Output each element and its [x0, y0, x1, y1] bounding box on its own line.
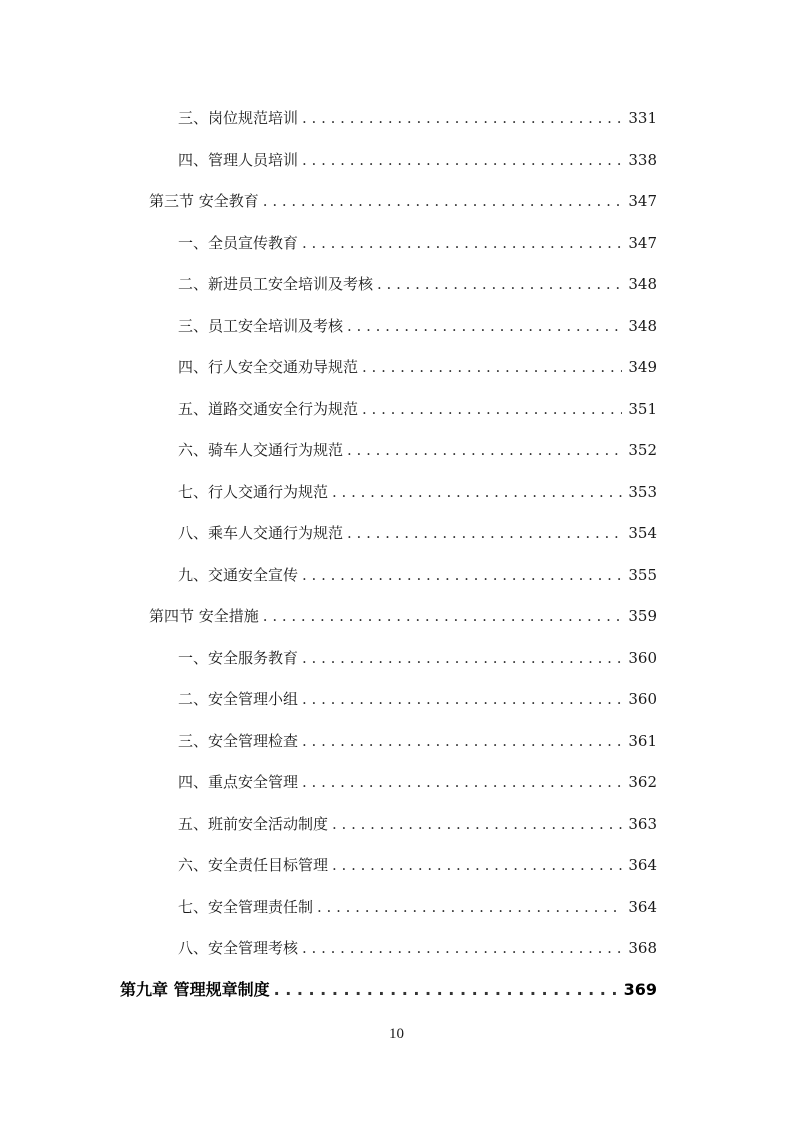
toc-entry-page: 368: [628, 939, 657, 957]
toc-entry[interactable]: [178, 768, 657, 796]
toc-entry-title: 四、行人安全交通劝导规范: [178, 358, 359, 376]
dot-leader: [302, 644, 622, 672]
toc-entry-title: 三、岗位规范培训: [178, 109, 299, 127]
dot-leader: [317, 893, 622, 921]
dot-leader: [347, 436, 622, 464]
dot-leader: [347, 519, 622, 547]
toc-entry-title: 二、新进员工安全培训及考核: [178, 275, 374, 293]
toc-entry[interactable]: [178, 644, 657, 672]
toc-entry-page: 347: [628, 234, 657, 252]
toc-entry-title: 七、行人交通行为规范: [178, 483, 329, 501]
toc-entry[interactable]: [178, 146, 657, 174]
dot-leader: [302, 934, 622, 962]
toc-entry-page: 354: [628, 524, 657, 542]
toc-entry-page: 352: [628, 441, 657, 459]
dot-leader: [302, 768, 622, 796]
toc-entry-title: 二、安全管理小组: [178, 690, 299, 708]
toc-entry-page: 348: [628, 317, 657, 335]
toc-entry-page: 360: [628, 649, 657, 667]
toc-entry-title: 第三节 安全教育: [149, 192, 259, 210]
dot-leader: [302, 146, 622, 174]
toc-entry-page: 351: [628, 400, 657, 418]
toc-entry-page: 338: [628, 151, 657, 169]
toc-entry[interactable]: [178, 478, 657, 506]
toc-entry-title: 五、道路交通安全行为规范: [178, 400, 359, 418]
toc-entry[interactable]: [178, 519, 657, 547]
toc-entry[interactable]: [178, 851, 657, 879]
toc-entry-title: 第九章 管理规章制度: [120, 980, 270, 999]
toc-entry-page: 353: [628, 483, 657, 501]
dot-leader: [332, 478, 622, 506]
toc-entry-title: 三、安全管理检查: [178, 732, 299, 750]
toc-entry-title: 四、管理人员培训: [178, 151, 299, 169]
toc-entry-page: 355: [628, 566, 657, 584]
toc-entry-title: 三、员工安全培训及考核: [178, 317, 344, 335]
toc-entry-page: 349: [628, 358, 657, 376]
dot-leader: [362, 395, 622, 423]
toc-entry[interactable]: [178, 395, 657, 423]
toc-entry-page: 364: [628, 898, 657, 916]
toc-entry-title: 八、安全管理考核: [178, 939, 299, 957]
toc-entry-page: 331: [628, 109, 657, 127]
toc-entry-page: 359: [628, 607, 657, 625]
toc-entry-page: 347: [628, 192, 657, 210]
toc-entry-title: 一、安全服务教育: [178, 649, 299, 667]
page-number: 10: [389, 1026, 404, 1042]
toc-entry[interactable]: [178, 561, 657, 589]
toc-entry-page: 364: [628, 856, 657, 874]
toc-entry-title: 第四节 安全措施: [149, 607, 259, 625]
toc-entry[interactable]: [178, 312, 657, 340]
toc-entry[interactable]: [178, 893, 657, 921]
toc-entry-title: 九、交通安全宣传: [178, 566, 299, 584]
toc-entry[interactable]: [178, 270, 657, 298]
toc-section-entry[interactable]: [149, 602, 657, 630]
dot-leader: [302, 685, 622, 713]
toc-entry-page: 348: [628, 275, 657, 293]
dot-leader: [263, 187, 623, 215]
toc-entry[interactable]: [178, 436, 657, 464]
dot-leader: [347, 312, 622, 340]
toc-entry-page: 363: [628, 815, 657, 833]
dot-leader: [332, 851, 622, 879]
toc-entry-title: 一、全员宣传教育: [178, 234, 299, 252]
toc-entry-title: 六、骑车人交通行为规范: [178, 441, 344, 459]
toc-entry[interactable]: [178, 727, 657, 755]
toc-entry[interactable]: [178, 810, 657, 838]
toc-entry-page: 360: [628, 690, 657, 708]
toc-entry-title: 四、重点安全管理: [178, 773, 299, 791]
toc-entry[interactable]: [178, 353, 657, 381]
toc-entry-page: 361: [628, 732, 657, 750]
dot-leader: [302, 229, 622, 257]
toc-entry-title: 八、乘车人交通行为规范: [178, 524, 344, 542]
toc-section-entry[interactable]: [149, 187, 657, 215]
toc-entry-title: 七、安全管理责任制: [178, 898, 314, 916]
toc-chapter-entry[interactable]: [120, 976, 657, 1004]
toc-entry-page: 362: [628, 773, 657, 791]
toc-entry[interactable]: [178, 934, 657, 962]
dot-leader: [332, 810, 622, 838]
toc-entry[interactable]: [178, 685, 657, 713]
toc-entry-title: 六、安全责任目标管理: [178, 856, 329, 874]
toc-entry-page: 369: [623, 980, 657, 999]
dot-leader: [302, 104, 622, 132]
dot-leader: [377, 270, 622, 298]
dot-leader: [274, 976, 618, 1004]
dot-leader: [302, 561, 622, 589]
dot-leader: [263, 602, 623, 630]
toc-entry[interactable]: [178, 104, 657, 132]
toc-entry-title: 五、班前安全活动制度: [178, 815, 329, 833]
dot-leader: [302, 727, 622, 755]
toc-entry[interactable]: [178, 229, 657, 257]
dot-leader: [362, 353, 622, 381]
